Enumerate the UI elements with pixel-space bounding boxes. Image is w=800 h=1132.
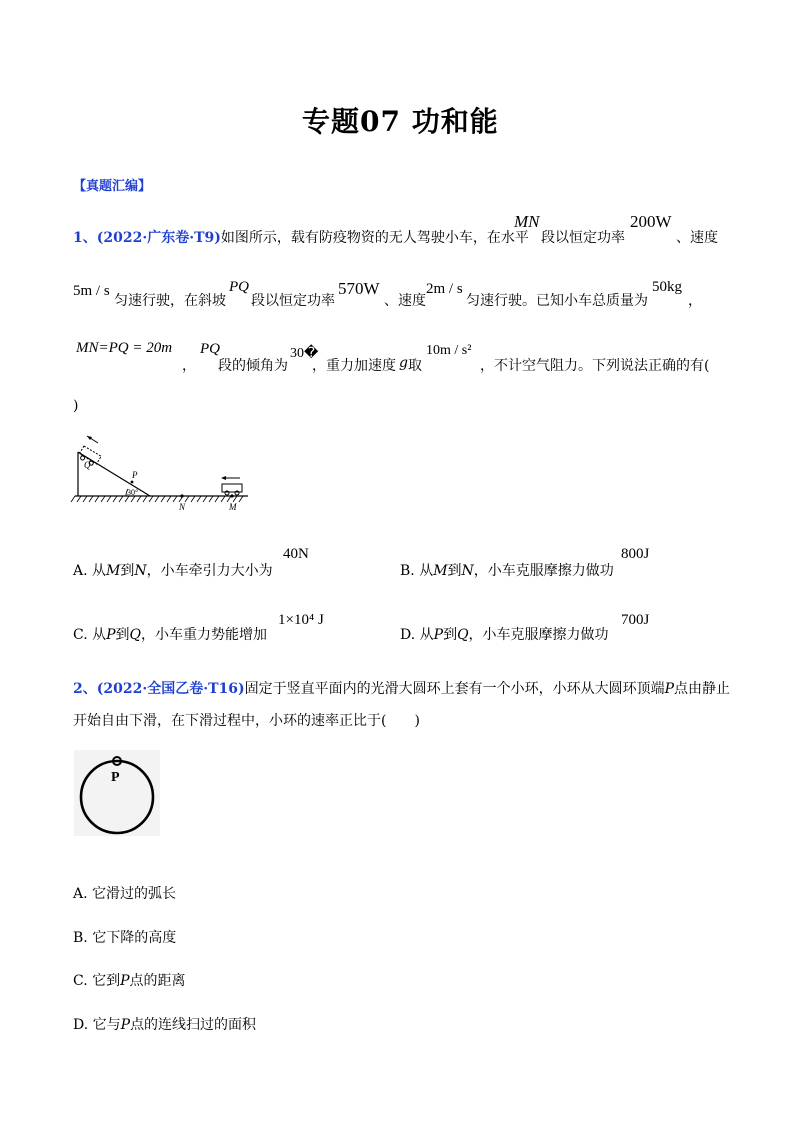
fig-label-p: P — [111, 770, 120, 785]
q1-pq-segment: PQ — [229, 279, 249, 295]
q1-text: ，重力加速度 — [312, 358, 396, 374]
q1-text: ， — [688, 293, 702, 309]
q2-number: 2、 — [73, 681, 97, 697]
q1-angle: 30� — [290, 346, 319, 361]
q1-option-c-value: 1×10⁴ J — [278, 612, 324, 628]
q2-option-c[interactable]: C. 它到P点的距离 — [73, 973, 186, 989]
q2-line1: 2、(2022·全国乙卷·T16)固定于竖直平面内的光滑大圆环上套有一个小环，小环从大圆环顶端P点由静止 — [73, 681, 731, 697]
q1-option-c[interactable]: C. 从P到Q，小车重力势能增加 — [73, 627, 268, 643]
q1-text: ，不计空气阻力。下列说法正确的有( — [480, 358, 710, 374]
q1-power1: 200W — [630, 212, 672, 231]
q2-option-b[interactable]: B. 它下降的高度 — [73, 930, 177, 946]
fig-label-p: P — [132, 470, 138, 480]
q1-distance: MN=PQ = 20m — [76, 340, 173, 356]
q2-ring-figure — [74, 750, 160, 836]
q2-source: (2022·全国乙卷·T16) — [96, 681, 245, 697]
q1-text: 匀速行驶。已知小车总质量为 — [466, 293, 648, 309]
q2-option-a[interactable]: A. 它滑过的弧长 — [73, 886, 177, 902]
q1-option-b[interactable]: B. 从M到N，小车克服摩擦力做功 — [400, 563, 614, 579]
q1-pq-segment: PQ — [200, 341, 220, 357]
q1-text: 段以恒定功率 — [541, 230, 625, 246]
q1-mn-segment: MN — [514, 212, 540, 231]
q2-option-d[interactable]: D. 它与P点的连线扫过的面积 — [73, 1017, 257, 1033]
fig-label-m: M — [229, 502, 237, 512]
q1-g: g — [399, 355, 408, 371]
q1-text: 段以恒定功率 — [251, 293, 335, 309]
q1-option-a[interactable]: A. 从M到N，小车牵引力大小为 — [73, 563, 273, 579]
q1-speed1: 5m / s — [73, 283, 110, 299]
fig-label-n: N — [179, 502, 186, 512]
q1-text: 如图所示，载有防疫物资的无人驾驶小车，在水平 — [220, 230, 529, 246]
section-header: 【真题汇编】 — [73, 179, 152, 194]
q1-power2: 570W — [338, 279, 380, 298]
q1-text: 、速度 — [676, 230, 718, 246]
q1-line1 — [73, 227, 529, 247]
q1-mass: 50kg — [652, 279, 682, 295]
q1-text: ， — [182, 358, 196, 374]
q1-text: 匀速行驶，在斜坡 — [114, 293, 226, 309]
fig-label-angle: 30° — [127, 488, 139, 497]
q1-incline-figure — [70, 432, 250, 512]
fig-label-q: Q — [84, 460, 91, 470]
q1-number: 1、 — [73, 230, 97, 246]
q1-gval: 10m / s² — [426, 343, 472, 358]
q1-text: 、速度 — [384, 293, 426, 309]
q1-option-d-value: 700J — [621, 612, 650, 628]
q1-option-a-value: 40N — [283, 546, 309, 562]
q1-text: ) — [73, 398, 79, 414]
q1-source: (2022·广东卷·T9) — [96, 230, 221, 246]
q1-text: 段的倾角为 — [218, 358, 288, 374]
q1-text: 取 — [408, 358, 422, 374]
q1-option-d[interactable]: D. 从P到Q，小车克服摩擦力做功 — [400, 627, 609, 643]
q1-option-b-value: 800J — [621, 546, 650, 562]
page-title: 专题07 功和能 — [302, 105, 499, 138]
q1-speed2: 2m / s — [426, 281, 463, 297]
q2-line2: 开始自由下滑，在下滑过程中，小环的速率正比于( ) — [73, 713, 420, 729]
